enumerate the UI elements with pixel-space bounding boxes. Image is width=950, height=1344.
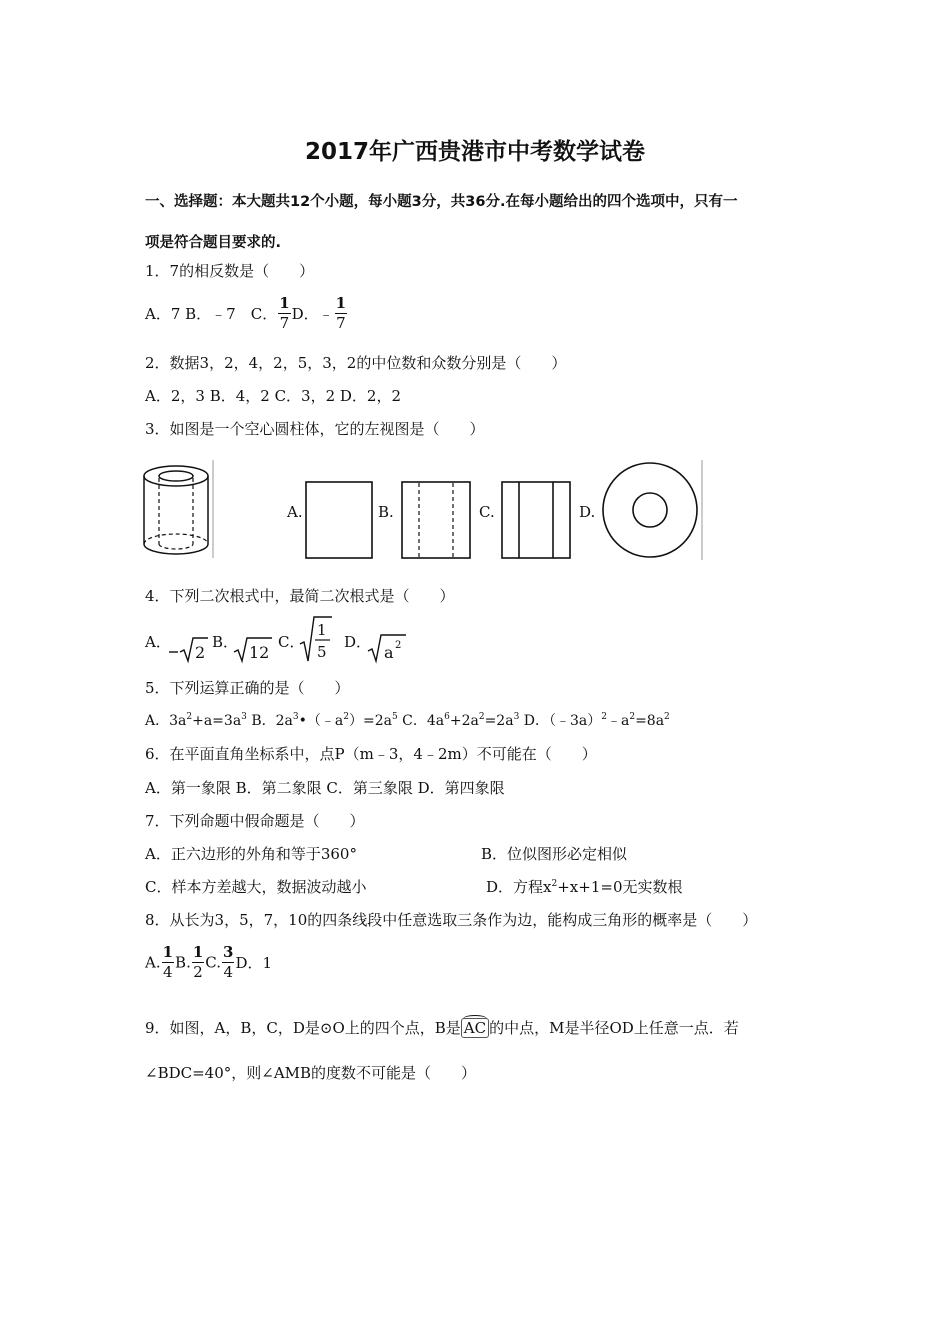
q9-stem-part2: 的中点，M是半径OD上任意一点．若	[489, 1019, 739, 1037]
q5-b: B．2a	[246, 713, 293, 729]
q1-frac-d-num: 1	[335, 294, 347, 312]
q1-option-d: D．﹣	[291, 305, 334, 323]
q4-label-d: D．	[344, 633, 372, 651]
q8-option-d: D．1	[235, 954, 273, 972]
q4-stem: 4．下列二次根式中，最简二次根式是（ ）	[145, 587, 455, 605]
q5-b2: •（﹣a	[298, 713, 344, 729]
q5-c2: +2a	[449, 713, 479, 729]
q9-stem-line1	[145, 1017, 739, 1038]
q7-option-d-text2: +x+1=0无实数根	[557, 878, 683, 896]
q9-stem-line2: ∠BDC=40°，则∠AMB的度数不可能是（ ）	[145, 1064, 477, 1082]
q8-frac-a-num: 1	[162, 943, 174, 961]
q8-frac-b-den: 2	[193, 963, 203, 981]
svg-text:12: 12	[249, 643, 270, 662]
q3-option-a-square	[305, 481, 375, 561]
svg-text:a: a	[384, 643, 394, 662]
hollow-cylinder-figure	[138, 460, 218, 560]
q3-label-a: A.	[287, 503, 303, 521]
q1-frac-c	[278, 296, 290, 331]
svg-text:2: 2	[395, 640, 402, 651]
q4-radical-c	[298, 614, 334, 664]
q3-option-c-solid-view	[501, 481, 573, 561]
svg-text:1: 1	[317, 621, 327, 639]
svg-text:2: 2	[195, 643, 206, 662]
q1-stem: 1．7的相反数是（ ）	[145, 262, 315, 280]
q5-a2: +a=3a	[192, 713, 242, 729]
q3-label-d: D.	[579, 503, 596, 521]
q1-options-ab: A．7 B．﹣7 C．	[145, 305, 278, 323]
svg-text:5: 5	[317, 643, 327, 661]
q3-stem: 3．如图是一个空心圆柱体，它的左视图是（ ）	[145, 420, 485, 438]
q4-label-a: A．	[145, 633, 171, 651]
q7-option-d-text: D．方程x	[486, 878, 552, 896]
q8-label-a: A.	[145, 953, 161, 972]
q5-c: C．4a	[397, 713, 445, 729]
q5-d: D．（﹣3a）	[519, 713, 602, 729]
q1-options	[145, 296, 348, 331]
q1-frac-c-num: 1	[279, 294, 290, 312]
q7-option-d: D．方程$x^2+x+1=0$无实数根	[486, 878, 683, 896]
q3-label-b: B.	[378, 503, 394, 521]
q5-stem: 5．下列运算正确的是（ ）	[145, 679, 350, 697]
q9-arc-ac: AC	[461, 1018, 489, 1038]
q8-frac-b	[192, 945, 204, 980]
q7-option-b: B．位似图形必定相似	[481, 845, 628, 863]
q4-label-b: B．	[212, 633, 239, 651]
q1-frac-d	[335, 296, 347, 331]
q5-options: A．$3a^2+a=3a^3$ B．$2a^3•(﹣a^2)=2a^5$ C．$4a^6+2a^2=2a^3$ D．$(﹣3a)^2﹣a^2=8a^2$	[145, 712, 670, 729]
q8-frac-c-den: 4	[223, 963, 233, 981]
q5-d2: ﹣a	[606, 713, 630, 729]
q4-radical-a	[166, 634, 210, 664]
q9-stem-part1: 9．如图，A，B，C，D是⊙O上的四个点，B是	[145, 1019, 461, 1037]
section-heading-line1: 一、选择题：本大题共12个小题，每小题3分，共36分.在每小题给出的四个选项中，只有一	[145, 194, 738, 210]
q2-options: A．2，3 B．4，2 C．3，2 D．2，2	[145, 387, 402, 405]
q8-stem: 8．从长为3，5，7，10的四条线段中任意选取三条作为边，能构成三角形的概率是（ ）	[145, 911, 758, 929]
q8-options	[145, 945, 272, 980]
q7-stem: 7．下列命题中假命题是（ ）	[145, 812, 365, 830]
q1-frac-d-den: 7	[336, 314, 346, 332]
q1-frac-c-den: 7	[279, 314, 290, 332]
q5-d3: =8a	[635, 713, 665, 729]
q3-option-d-ring	[598, 458, 708, 562]
q3-option-b-dashed-view	[401, 481, 473, 561]
q3-label-c: C.	[479, 503, 495, 521]
q7-option-c: C．样本方差越大，数据波动越小	[145, 878, 367, 896]
q8-label-b: B.	[175, 953, 191, 972]
q6-options: A．第一象限 B．第二象限 C．第三象限 D．第四象限	[145, 779, 505, 797]
q4-label-c: C．	[278, 633, 305, 651]
page-title: 2017年广西贵港市中考数学试卷	[304, 139, 645, 165]
section-heading-line2: 项是符合题目要求的.	[145, 235, 282, 251]
q4-radical-d	[366, 631, 408, 664]
q8-frac-a-den: 4	[163, 963, 173, 981]
q8-frac-a	[162, 945, 174, 980]
q7-option-a: A．正六边形的外角和等于360°	[145, 845, 357, 863]
q8-label-c: C.	[205, 953, 221, 972]
q8-frac-c	[222, 945, 234, 980]
q5-b3: ）=2a	[348, 713, 392, 729]
q8-frac-b-num: 1	[192, 943, 204, 961]
q6-stem: 6．在平面直角坐标系中，点P（m﹣3，4﹣2m）不可能在（ ）	[145, 745, 597, 763]
q2-stem: 2．数据3，2，4，2，5，3，2的中位数和众数分别是（ ）	[145, 354, 567, 372]
q4-radical-b	[232, 634, 274, 664]
q5-a: A．3a	[145, 713, 187, 729]
q8-frac-c-num: 3	[223, 943, 234, 961]
q5-c3: =2a	[484, 713, 514, 729]
